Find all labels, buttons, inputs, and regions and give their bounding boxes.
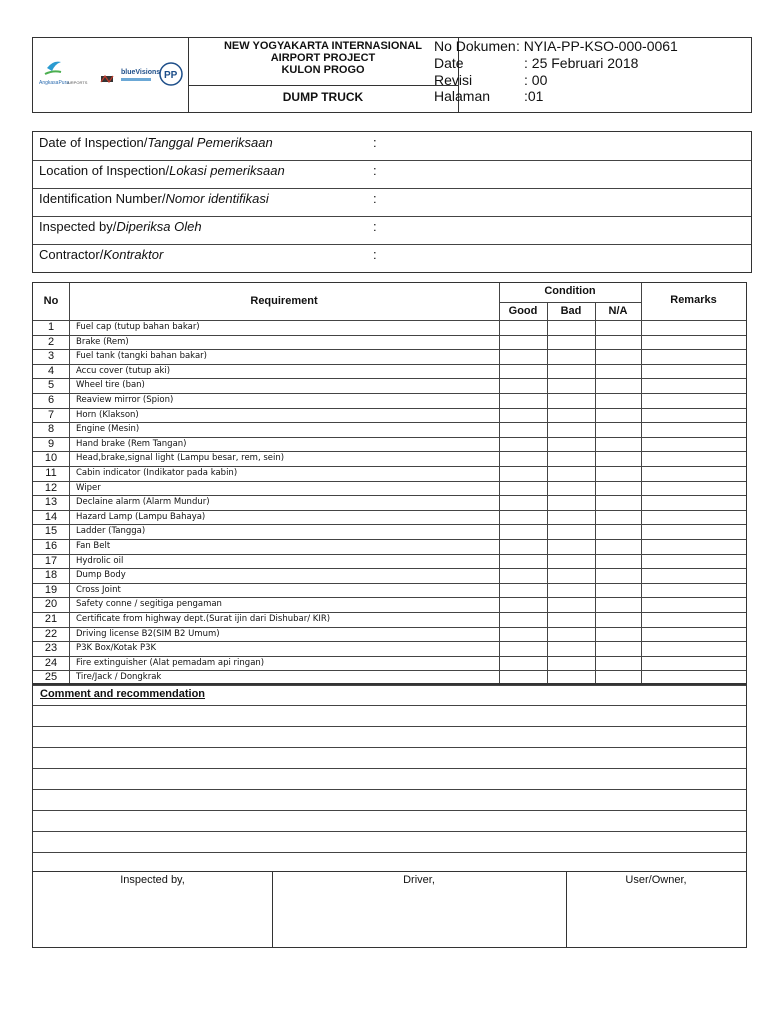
cell-na[interactable] [595,481,641,496]
table-row [33,641,748,656]
cell-good[interactable] [499,554,547,569]
comment-heading: Comment and recommendation [40,688,206,700]
document-header [32,37,752,113]
cell-na[interactable] [595,524,641,539]
row-number: 25 [44,671,58,684]
cell-na[interactable] [595,335,641,350]
cell-bad[interactable] [547,466,595,481]
cell-remarks[interactable] [641,466,746,481]
cell-na[interactable] [595,539,641,554]
cell-good[interactable] [499,670,547,685]
cell-na[interactable] [595,408,641,423]
cell-bad[interactable] [547,583,595,598]
table-row [33,378,748,393]
row-number: 16 [44,540,58,552]
info-row-contractor[interactable]: Contractor/Kontraktor : [39,247,377,262]
cell-good[interactable] [499,437,547,452]
checklist-table [32,282,747,684]
comment-input-area[interactable] [33,685,746,871]
row-requirement: Brake (Rem) [76,336,129,347]
cell-na[interactable] [595,422,641,437]
cell-remarks[interactable] [641,437,746,452]
cell-remarks[interactable] [641,335,746,350]
cell-bad[interactable] [547,612,595,627]
cell-bad[interactable] [547,495,595,510]
cell-bad[interactable] [547,510,595,525]
logo-panel [33,38,189,112]
table-row [33,481,748,496]
cell-remarks[interactable] [641,524,746,539]
row-number: 11 [45,467,57,479]
cell-remarks[interactable] [641,627,746,642]
company-logos [33,38,188,112]
cell-bad[interactable] [547,627,595,642]
row-number: 7 [47,408,55,421]
row-number: 13 [44,496,58,509]
cell-bad[interactable] [547,656,595,671]
svg-text:PP: PP [164,70,178,81]
project-line-1: NEW YOGYAKARTA INTERNASIONAL [223,40,422,52]
cell-bad[interactable] [547,597,595,612]
cell-remarks[interactable] [641,422,746,437]
cell-bad[interactable] [547,349,595,364]
cell-na[interactable] [595,451,641,466]
row-number: 18 [44,569,58,582]
cell-na[interactable] [595,568,641,583]
row-requirement: Accu cover (tutup aki) [76,365,171,376]
cell-good[interactable] [499,641,547,656]
cell-good[interactable] [499,364,547,379]
cell-remarks[interactable] [641,510,746,525]
cell-na[interactable] [595,364,641,379]
cell-bad[interactable] [547,393,595,408]
info-row-location[interactable]: Location of Inspection/Lokasi pemeriksaan : [33,160,751,189]
row-number: 21 [44,613,58,625]
cell-na[interactable] [595,495,641,510]
row-requirement: Horn (Klakson) [76,409,139,420]
cell-na[interactable] [595,656,641,671]
cell-good[interactable] [499,451,547,466]
row-number: 2 [47,335,55,348]
row-requirement: P3K Box/Kotak P3K [76,643,157,654]
table-row [33,451,748,466]
cell-remarks[interactable] [641,481,746,496]
svg-text:blueVisions: blueVisions [121,69,161,76]
table-row [33,656,748,671]
row-requirement: Declaine alarm (Alarm Mundur) [76,497,210,508]
row-requirement: Safety conne / segitiga pengaman [76,599,222,610]
cell-na[interactable] [595,612,641,627]
document-meta [431,38,753,112]
row-requirement: Fuel cap (tutup bahan bakar) [76,322,200,332]
form-title: DUMP TRUCK [282,90,364,104]
table-row [33,539,748,554]
header-good: Good [508,305,538,317]
cell-remarks[interactable] [641,670,746,685]
cell-remarks[interactable] [641,349,746,364]
header-condition: Condition [544,285,596,297]
row-number: 4 [47,364,55,377]
table-row [33,349,748,364]
row-requirement: Dump Body [76,570,126,581]
table-row [33,393,748,408]
row-requirement: Cabin indicator (Indikator pada kabin) [76,468,238,478]
header-no: No [43,295,59,307]
meta-doc-number: No Dokumen: NYIA-PP-KSO-000-0061 [434,38,678,54]
cell-na[interactable] [595,583,641,598]
row-number: 20 [44,598,58,611]
cell-bad[interactable] [547,568,595,583]
cell-remarks[interactable] [641,641,746,656]
header-na: N/A [608,305,628,317]
cell-na[interactable] [595,393,641,408]
row-number: 9 [47,437,55,450]
row-requirement: Fan Belt [76,541,111,551]
table-row [33,335,748,350]
cell-na[interactable] [595,554,641,569]
cell-bad[interactable] [547,408,595,423]
signature-label-user-owner: User/Owner, [625,874,687,886]
table-row [33,627,748,642]
table-row [33,612,748,627]
table-row [33,437,748,452]
row-requirement: Fuel tank (tangki bahan bakar) [76,351,207,362]
cell-remarks[interactable] [641,597,746,612]
row-requirement: Head,brake,signal light (Lampu besar, rem, sein) [76,453,285,464]
signature-user-owner[interactable] [566,872,746,947]
table-row [33,510,748,525]
row-requirement: Cross Joint [76,584,121,595]
cell-remarks[interactable] [641,364,746,379]
row-requirement: Ladder (Tangga) [76,526,146,537]
cell-remarks[interactable] [641,554,746,569]
cell-remarks[interactable] [641,568,746,583]
cell-remarks[interactable] [641,451,746,466]
row-number: 14 [44,510,58,523]
cell-bad[interactable] [547,554,595,569]
row-requirement: Fire extinguisher (Alat pemadam api ringan) [76,657,265,668]
cell-good[interactable] [499,568,547,583]
signature-driver[interactable] [272,872,567,947]
cell-remarks[interactable] [641,583,746,598]
table-row [33,568,748,583]
row-requirement: Driving license B2(SIM B2 Umum) [76,628,220,639]
table-row [33,422,748,437]
header-bad: Bad [560,305,582,317]
header-remarks: Remarks [670,294,717,306]
row-requirement: Hand brake (Rem Tangan) [76,438,187,449]
cell-good[interactable] [499,656,547,671]
cell-remarks[interactable] [641,393,746,408]
info-row-identification[interactable]: Identification Number/Nomor identifikasi : [33,188,751,217]
row-number: 15 [44,525,58,538]
cell-bad[interactable] [547,335,595,350]
row-requirement: Tire/Jack / Dongkrak [76,672,162,683]
inspection-info-table [32,131,752,273]
cell-bad[interactable] [547,481,595,496]
cell-good[interactable] [499,597,547,612]
meta-date: Date : 25 Februari 2018 [434,55,639,71]
angkasa-pura-logo-icon [47,62,61,71]
row-number: 22 [44,627,58,640]
svg-text:AngkasaPura: AngkasaPura [39,80,70,86]
info-row-inspected-by[interactable]: Inspected by/Diperiksa Oleh : [33,216,751,245]
cell-good[interactable] [499,408,547,423]
cell-bad[interactable] [547,422,595,437]
cell-na[interactable] [595,670,641,685]
project-line-3: KULON PROGO [281,64,365,76]
cell-good[interactable] [499,466,547,481]
cell-bad[interactable] [547,451,595,466]
cell-na[interactable] [595,627,641,642]
cell-remarks[interactable] [641,495,746,510]
cell-good[interactable] [499,524,547,539]
svg-text:AIRPORTS: AIRPORTS [67,80,88,85]
row-number: 3 [47,350,55,363]
row-requirement: Hydrolic oil [76,555,124,566]
cell-remarks[interactable] [641,656,746,671]
cell-bad[interactable] [547,524,595,539]
cell-na[interactable] [595,597,641,612]
row-requirement: Wiper [76,482,101,493]
cell-good[interactable] [499,495,547,510]
table-row [33,495,748,510]
row-requirement: Hazard Lamp (Lampu Bahaya) [76,511,206,522]
row-number: 6 [47,394,55,406]
row-number: 1 [47,321,55,333]
cell-na[interactable] [595,510,641,525]
signature-inspected-by[interactable] [33,872,273,947]
cell-good[interactable] [499,393,547,408]
row-number: 10 [44,452,58,465]
cell-good[interactable] [499,378,547,393]
row-number: 12 [44,481,58,494]
cell-na[interactable] [595,641,641,656]
table-row [33,364,748,379]
cell-good[interactable] [499,320,547,335]
meta-revision: Revisi : 00 [434,72,548,88]
signature-label-driver: Driver, [403,874,435,886]
cell-bad[interactable] [547,378,595,393]
cell-good[interactable] [499,422,547,437]
table-row [33,524,748,539]
cell-remarks[interactable] [641,539,746,554]
project-name [188,40,458,76]
cell-good[interactable] [499,539,547,554]
row-number: 19 [44,583,58,596]
cell-good[interactable] [499,612,547,627]
cell-good[interactable] [499,349,547,364]
cell-remarks[interactable] [641,320,746,335]
table-row [33,466,748,481]
project-line-2: AIRPORT PROJECT [270,52,376,64]
cell-bad[interactable] [547,364,595,379]
signature-section [32,871,747,948]
table-row [33,597,748,612]
row-number: 24 [44,656,58,669]
row-requirement: Certificate from highway dept.(Surat ijin dari Dishubar/ KIR) [76,614,331,624]
cell-na[interactable] [595,320,641,335]
cell-good[interactable] [499,627,547,642]
row-number: 23 [44,642,58,655]
row-requirement: Engine (Mesin) [76,424,140,435]
cell-remarks[interactable] [641,378,746,393]
cell-remarks[interactable] [641,408,746,423]
cell-na[interactable] [595,437,641,452]
cell-na[interactable] [595,349,641,364]
row-number: 17 [44,554,58,567]
meta-page: Halaman :01 [434,88,544,104]
table-row [33,408,748,423]
cell-na[interactable] [595,466,641,481]
row-number: 5 [47,379,55,392]
cell-good[interactable] [499,335,547,350]
cell-bad[interactable] [547,641,595,656]
header-requirement: Requirement [250,295,318,307]
row-requirement: Reaview mirror (Spion) [76,395,174,405]
row-requirement: Wheel tire (ban) [76,380,145,391]
project-title-panel [188,38,459,112]
cell-bad[interactable] [547,539,595,554]
table-row [33,670,748,685]
cell-good[interactable] [499,481,547,496]
cell-bad[interactable] [547,670,595,685]
cell-good[interactable] [499,510,547,525]
cell-remarks[interactable] [641,612,746,627]
cell-na[interactable] [595,378,641,393]
table-row [33,320,748,335]
row-number: 8 [47,423,55,436]
comment-section [32,684,747,872]
cell-good[interactable] [499,583,547,598]
cell-bad[interactable] [547,320,595,335]
table-row [33,554,748,569]
cell-bad[interactable] [547,437,595,452]
info-row-date[interactable]: Date of Inspection/Tanggal Pemeriksaan : [33,132,751,161]
table-row [33,583,748,598]
signature-label-inspected-by: Inspected by, [120,874,185,886]
